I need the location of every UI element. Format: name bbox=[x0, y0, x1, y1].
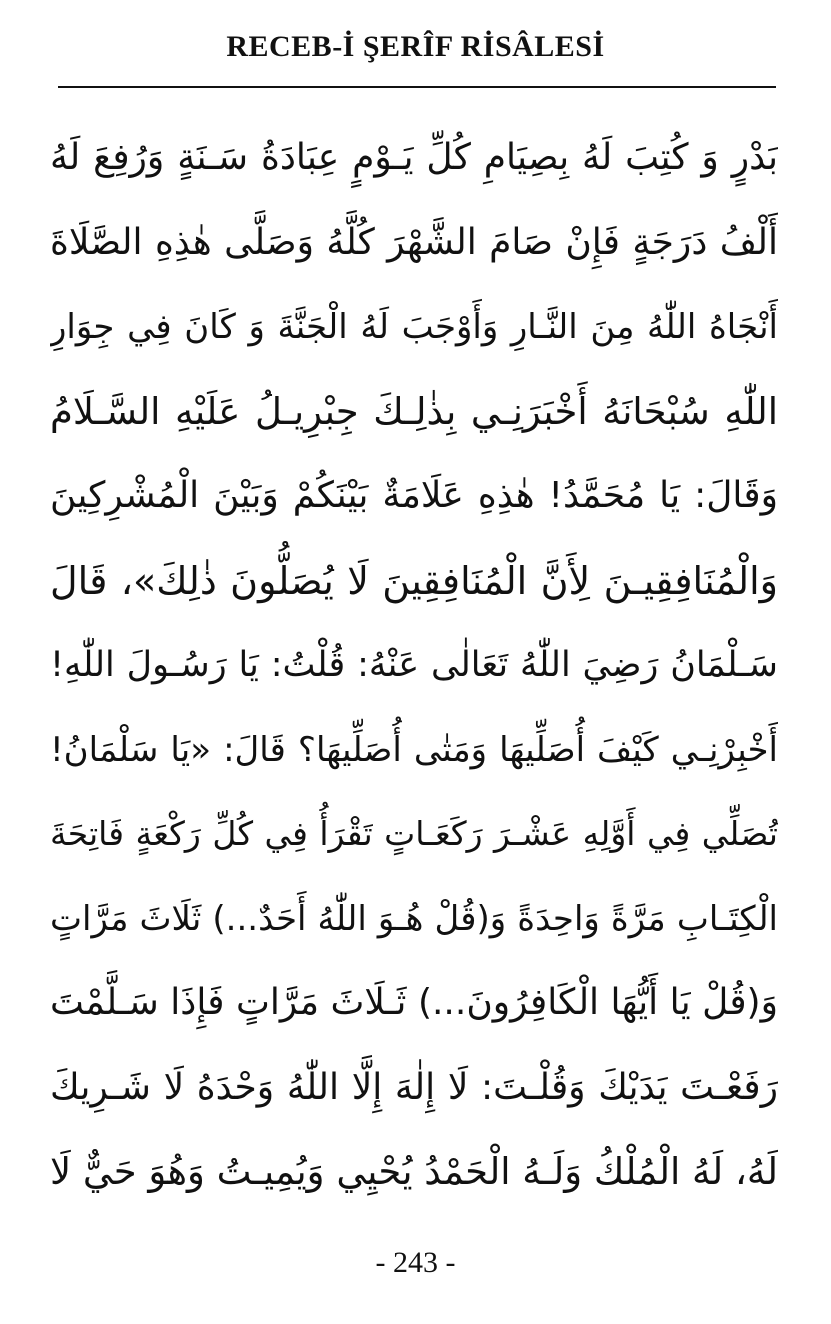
text-line: وَ(قُلْ يَا أَيُّهَا الْكَافِرُونَ...) ثَـلَاثَ مَرَّاتٍ فَإِذَا سَـلَّمْتَ bbox=[50, 982, 778, 1023]
text-line: بَدْرٍ وَ كُتِبَ لَهُ بِصِيَامِ كُلِّ يَـوْمٍ عِبَادَةُ سَـنَةٍ وَرُفِعَ لَهُ bbox=[50, 137, 778, 178]
text-line: لَهُ، لَهُ الْمُلْكُ وَلَـهُ الْحَمْدُ يُحْيِي وَيُمِيـتُ وَهُوَ حَيٌّ لَا bbox=[50, 1150, 778, 1193]
arabic-text-block bbox=[50, 116, 778, 1215]
page-number: - 243 - bbox=[375, 1246, 456, 1279]
text-line: تُصَلِّي فِي أَوَّلِهِ عَشْـرَ رَكَعَـاتٍ تَقْرَأُ فِي كُلِّ رَكْعَةٍ فَاتِحَةَ bbox=[50, 814, 778, 853]
text-line: اللّٰهِ سُبْحَانَهُ أَخْبَرَنِـي بِذٰلِـكَ جِبْرِيـلُ عَلَيْهِ السَّـلَامُ bbox=[50, 389, 778, 433]
text-line: أَنْجَاهُ اللّٰهُ مِنَ النَّـارِ وَأَوْجَبَ لَهُ الْجَنَّةَ وَ كَانَ فِي جِوَارِ bbox=[50, 307, 778, 347]
text-line: رَفَعْـتَ يَدَيْكَ وَقُلْـتَ: لَا إِلٰهَ إِلَّا اللّٰهُ وَحْدَهُ لَا شَـرِيكَ bbox=[50, 1066, 778, 1108]
text-line: أَخْبِرْنِـي كَيْفَ أُصَلِّيهَا وَمَتٰى أُصَلِّيهَا؟ قَالَ: «يَا سَلْمَانُ! bbox=[50, 729, 778, 770]
text-line: أَلْفُ دَرَجَةٍ فَإِنْ صَامَ الشَّهْرَ كُلَّهُ وَصَلَّى هٰذِهِ الصَّلَاةَ bbox=[50, 221, 778, 263]
header-rule bbox=[58, 86, 776, 88]
text-line: وَالْمُنَافِقِيـنَ لِأَنَّ الْمُنَافِقِينَ لَا يُصَلُّونَ ذٰلِكَ»، قَالَ bbox=[50, 558, 778, 603]
text-line: وَقَالَ: يَا مُحَمَّدُ! هٰذِهِ عَلَامَةٌ بَيْنَكُمْ وَبَيْنَ الْمُشْرِكِينَ bbox=[50, 475, 778, 516]
page-header-title: RECEB-İ ŞERÎF RİSÂLESİ bbox=[226, 30, 605, 63]
text-line: الْكِتَـابِ مَرَّةً وَاحِدَةً وَ(قُلْ هُـوَ اللّٰهُ أَحَدٌ...) ثَلَاثَ مَرَّاتٍ bbox=[50, 898, 778, 939]
text-line: سَـلْمَانُ رَضِيَ اللّٰهُ تَعَالٰى عَنْهُ: قُلْتُ: يَا رَسُـولَ اللّٰهِ! bbox=[50, 645, 778, 685]
